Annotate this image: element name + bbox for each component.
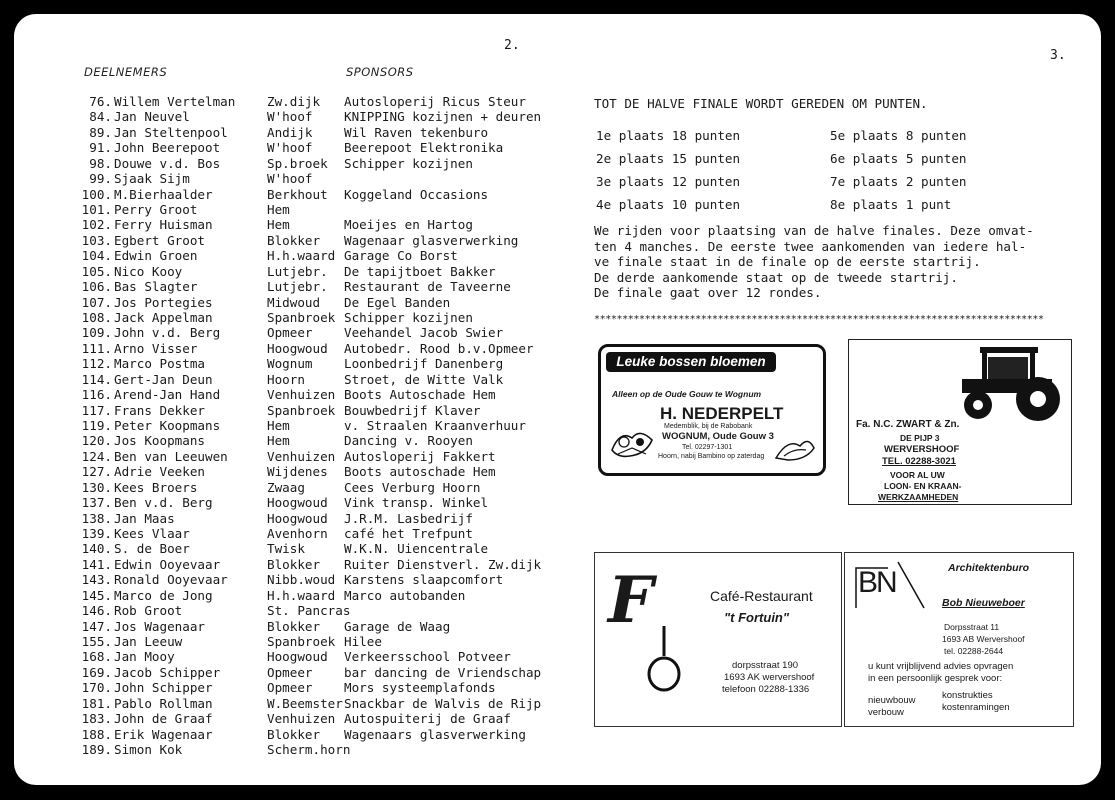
participant-place: Twisk <box>267 541 305 557</box>
points-row: 5e plaats 8 punten <box>830 128 967 143</box>
ad-fortuin-tel: telefoon 02288-1336 <box>722 684 810 695</box>
participant-sponsor: Moeijes en Hartog <box>344 217 473 233</box>
participant-name: Marco de Jong <box>114 587 213 603</box>
ad-architect-advice2: in een persoonlijk gesprek voor: <box>868 673 1003 684</box>
participant-name: Ronald Ooyevaar <box>114 572 228 588</box>
participant-sponsor: J.R.M. Lasbedrijf <box>344 510 473 526</box>
participant-number: 169. <box>81 664 112 680</box>
ad-architect-title: Architektenburo <box>948 562 1030 574</box>
participant-name: Arno Visser <box>114 340 198 356</box>
participants-header: DEELNEMERS <box>84 65 168 79</box>
participant-name: Jan Maas <box>114 510 175 526</box>
participant-number: 100. <box>81 186 112 202</box>
ad-nederpelt-tel: Tel. 02297-1301 <box>682 444 733 451</box>
ad-nederpelt <box>598 344 826 476</box>
participant-sponsor: Loonbedrijf Danenberg <box>344 356 504 372</box>
participant-number: 127. <box>81 464 112 480</box>
participant-name: Kees Broers <box>114 479 198 495</box>
participant-name: Bas Slagter <box>114 279 198 295</box>
participant-place: Hem <box>267 202 290 217</box>
ad-zwart <box>848 339 1072 505</box>
participant-place: Hoorn <box>267 371 305 387</box>
rules-line: De finale gaat over 12 rondes. <box>594 285 822 300</box>
participant-number: 143. <box>81 572 112 588</box>
participant-name: Marco Postma <box>114 356 205 372</box>
participant-sponsor: Karstens slaapcomfort <box>344 572 504 588</box>
participant-place: Blokker <box>267 618 321 634</box>
participant-place: W'hoof <box>267 109 313 125</box>
participant-sponsor: KNIPPING kozijnen + deuren <box>344 109 542 125</box>
ad-fortuin-street: dorpsstraat 190 <box>732 660 799 671</box>
participant-place: Venhuizen <box>267 711 336 727</box>
ad-zwart-l1: VOOR AL UW <box>890 470 945 480</box>
participant-place: Zw.dijk <box>267 94 321 109</box>
participant-name: Jan Steltenpool <box>114 124 228 140</box>
participant-number: 106. <box>81 279 112 295</box>
fortuin-logo: F <box>608 563 654 638</box>
participant-name: Peter Koopmans <box>114 418 221 434</box>
participant-number: 155. <box>81 634 112 650</box>
participant-number: 84. <box>89 109 112 125</box>
participant-name: John de Graaf <box>114 711 213 727</box>
participant-place: Opmeer <box>267 325 313 341</box>
participant-name: Jos Portegies <box>114 294 213 310</box>
participant-name: Jan Leeuw <box>114 634 183 650</box>
participant-number: 120. <box>81 433 112 449</box>
participant-sponsor: Snackbar de Walvis de Rijp <box>344 695 542 711</box>
points-row: 7e plaats 2 punten <box>830 174 967 189</box>
participant-name: Kees Vlaar <box>114 526 190 542</box>
ad-nederpelt-line1: Alleen op de Oude Gouw te Wognum <box>612 389 762 399</box>
participant-name: Douwe v.d. Bos <box>114 155 221 171</box>
participant-name: John v.d. Berg <box>114 325 221 341</box>
participant-place: Berkhout <box>267 186 328 202</box>
architect-logo: BN <box>858 566 896 599</box>
ad-nederpelt-sub2: WOGNUM, Oude Gouw 3 <box>662 431 774 442</box>
participant-sponsor: Schipper kozijnen <box>344 155 473 171</box>
participant-name: Jan Mooy <box>114 649 175 665</box>
participant-place: W'hoof <box>267 140 313 156</box>
participant-number: 111. <box>81 340 112 356</box>
participant-number: 141. <box>81 556 112 572</box>
participant-name: S. de Boer <box>114 541 190 557</box>
participant-place: Wognum <box>267 356 313 372</box>
ad-architect-advice1: u kunt vrijblijvend advies opvragen <box>868 661 1014 672</box>
participant-place: Sp.broek <box>267 155 328 171</box>
booklet-spread <box>14 14 1101 785</box>
participant-number: 183. <box>81 711 112 727</box>
ad-nederpelt-sub3: Hoorn, nabij Bambino op zaterdag <box>658 453 765 460</box>
participant-number: 101. <box>81 202 112 217</box>
ad-zwart-name: Fa. N.C. ZWART & Zn. <box>856 419 960 430</box>
participant-place: Hem <box>267 217 290 233</box>
participant-name: Adrie Veeken <box>114 464 205 480</box>
participant-sponsor: Koggeland Occasions <box>344 186 489 202</box>
participant-place: Lutjebr. <box>267 279 328 295</box>
participant-sponsor: Garage Co Borst <box>344 248 458 264</box>
points-row: 4e plaats 10 punten <box>596 197 741 212</box>
points-row: 2e plaats 15 punten <box>596 151 741 166</box>
participant-sponsor: Ruiter Dienstverl. Zw.dijk <box>344 556 542 572</box>
ad-zwart-tel: TEL. 02288-3021 <box>882 456 956 467</box>
participant-place: Scherm.horn <box>267 742 351 758</box>
participant-number: 145. <box>81 587 112 603</box>
participant-place: Hem <box>267 433 290 449</box>
ad-zwart-town: WERVERSHOOF <box>884 444 960 455</box>
participant-place: Hoogwoud <box>267 510 328 526</box>
participant-number: 99. <box>89 171 112 187</box>
participant-number: 114. <box>81 371 112 387</box>
flower-illustration <box>610 420 656 460</box>
participant-number: 189. <box>81 742 112 758</box>
participant-name: Jos Wagenaar <box>114 618 205 634</box>
page-number-left: 2. <box>504 38 520 53</box>
rules-line: ve finale staat in de finale op de eerste startrij. <box>594 254 981 269</box>
ad-nederpelt-name: H. NEDERPELT <box>660 404 784 423</box>
participant-name: Ben v.d. Berg <box>114 495 213 511</box>
points-row: 1e plaats 18 punten <box>596 128 741 143</box>
participant-sponsor: Beerepoot Elektronika <box>344 140 504 156</box>
participant-place: Hoogwoud <box>267 495 328 511</box>
key-ring-icon <box>644 626 684 696</box>
participant-place: Zwaag <box>267 479 305 495</box>
participant-number: 117. <box>81 402 112 418</box>
rules-title: TOT DE HALVE FINALE WORDT GEREDEN OM PUNTEN. <box>594 96 928 111</box>
participant-number: 103. <box>81 232 112 248</box>
ad-nederpelt-sub1: Medemblik, bij de Rabobank <box>664 423 753 430</box>
participant-number: 188. <box>81 726 112 742</box>
ad-zwart-street: DE PIJP 3 <box>900 433 940 443</box>
participant-number: 108. <box>81 310 112 326</box>
participant-name: Perry Groot <box>114 202 198 217</box>
ad-architect-tel: tel. 02288-2644 <box>944 646 1004 656</box>
star-separator: ******************************************************************************** <box>594 314 1044 325</box>
participant-number: 98. <box>89 155 112 171</box>
participant-number: 89. <box>89 124 112 140</box>
participant-name: Simon Kok <box>114 742 183 758</box>
ad-fortuin-name: "t Fortuin" <box>724 610 790 625</box>
participant-place: W.Beemster <box>267 695 343 711</box>
participant-number: 105. <box>81 263 112 279</box>
leaf-illustration <box>774 432 816 462</box>
participant-place: Blokker <box>267 232 321 248</box>
participant-sponsor: Vink transp. Winkel <box>344 495 489 511</box>
sponsors-header: SPONSORS <box>346 65 414 79</box>
participant-name: Pablo Rollman <box>114 695 213 711</box>
ad-architect-name: Bob Nieuweboer <box>942 597 1025 609</box>
ad-zwart-l3: WERKZAAMHEDEN <box>878 492 959 502</box>
participant-place: Hem <box>267 418 290 434</box>
participant-place: Midwoud <box>267 294 321 310</box>
participant-place: Venhuizen <box>267 387 336 403</box>
participant-sponsor: Verkeersschool Potveer <box>344 649 511 665</box>
ad-architect-col2b: kostenramingen <box>942 702 1010 713</box>
ad-architect-col1b: verbouw <box>868 707 904 718</box>
participant-number: 124. <box>81 448 112 464</box>
participant-number: 104. <box>81 248 112 264</box>
participant-sponsor: Bouwbedrijf Klaver <box>344 402 481 418</box>
participant-number: 181. <box>81 695 112 711</box>
participant-sponsor: bar dancing de Vriendschap <box>344 664 542 680</box>
rules-line: We rijden voor plaatsing van de halve finales. Deze omvat- <box>594 223 1034 238</box>
participant-sponsor: Garage de Waag <box>344 618 451 634</box>
participant-place: St. Pancras <box>267 603 351 619</box>
participant-name: Ben van Leeuwen <box>114 448 228 464</box>
participant-place: W'hoof <box>267 171 313 187</box>
participant-name: Jan Neuvel <box>114 109 190 125</box>
ad-fortuin-town: 1693 AK wervershoof <box>724 672 815 683</box>
participant-place: Spanbroek <box>267 402 336 418</box>
participant-number: 102. <box>81 217 112 233</box>
participant-number: 146. <box>81 603 112 619</box>
participant-place: H.h.waard <box>267 248 336 264</box>
participant-place: Spanbroek <box>267 310 336 326</box>
ad-architect-street: Dorpsstraat 11 <box>944 622 1000 632</box>
participant-place: Opmeer <box>267 664 313 680</box>
participant-sponsor: Wagenaar glasverwerking <box>344 232 519 248</box>
participant-number: 130. <box>81 479 112 495</box>
participant-place: Venhuizen <box>267 448 336 464</box>
participant-number: 119. <box>81 418 112 434</box>
ad-nederpelt-banner: Leuke bossen bloemen <box>606 352 776 372</box>
participant-name: Jack Appelman <box>114 310 213 326</box>
participant-sponsor: Cees Verburg Hoorn <box>344 479 481 495</box>
participant-name: Frans Dekker <box>114 402 205 418</box>
ad-zwart-l2: LOON- EN KRAAN- <box>884 481 962 491</box>
ad-fortuin-title: Café-Restaurant <box>710 588 813 604</box>
participant-sponsor: Boots autoschade Hem <box>344 464 496 480</box>
ad-fortuin <box>594 552 842 727</box>
participant-name: Sjaak Sijm <box>114 171 190 187</box>
participant-number: 138. <box>81 510 112 526</box>
participant-sponsor: Autosloperij Ricus Steur <box>344 94 526 109</box>
participant-sponsor: W.K.N. Uiencentrale <box>344 541 489 557</box>
participant-place: Lutjebr. <box>267 263 328 279</box>
participant-sponsor: Marco autobanden <box>344 587 466 603</box>
participant-name: Arend-Jan Hand <box>114 387 221 403</box>
participant-place: Opmeer <box>267 680 313 696</box>
participant-place: Spanbroek <box>267 634 336 650</box>
participant-place: Andijk <box>267 124 313 140</box>
participant-place: Avenhorn <box>267 526 328 542</box>
participant-place: Blokker <box>267 726 321 742</box>
participant-sponsor: Veehandel Jacob Swier <box>344 325 504 341</box>
participant-place: Blokker <box>267 556 321 572</box>
participant-sponsor: Wagenaars glasverwerking <box>344 726 526 742</box>
participant-place: Hoogwoud <box>267 340 328 356</box>
architect-logo-frame <box>854 558 934 614</box>
ad-architect-col1a: nieuwbouw <box>868 695 916 706</box>
participant-sponsor: Dancing v. Rooyen <box>344 433 473 449</box>
rules-line: ten 4 manches. De eerste twee aankomenden van iedere hal- <box>594 238 1027 254</box>
participant-name: Jos Koopmans <box>114 433 205 449</box>
points-row: 6e plaats 5 punten <box>830 151 967 166</box>
rules-paragraph <box>594 223 1064 301</box>
participant-name: Rob Groot <box>114 603 183 619</box>
points-row: 8e plaats 1 punt <box>830 197 952 212</box>
participant-place: Wijdenes <box>267 464 328 480</box>
participant-sponsor: Hilee <box>344 634 382 650</box>
participant-place: H.h.waard <box>267 587 336 603</box>
participant-name: Nico Kooy <box>114 263 183 279</box>
participant-sponsor: Stroet, de Witte Valk <box>344 371 504 387</box>
participant-name: Gert-Jan Deun <box>114 371 213 387</box>
participant-sponsor: Mors systeemplafonds <box>344 680 496 696</box>
participant-sponsor: café het Trefpunt <box>344 526 473 542</box>
participant-sponsor: Restaurant de Taveerne <box>344 279 511 295</box>
participant-name: John Beerepoot <box>114 140 221 156</box>
participant-name: Edwin Ooyevaar <box>114 556 221 572</box>
participant-name: Erik Wagenaar <box>114 726 213 742</box>
participant-sponsor: Autobedr. Rood b.v.Opmeer <box>344 340 534 356</box>
participant-sponsor: Autosloperij Fakkert <box>344 448 496 464</box>
participant-number: 147. <box>81 618 112 634</box>
ad-architect-col2a: konstrukties <box>942 690 993 701</box>
participant-name: Ferry Huisman <box>114 217 213 233</box>
participant-number: 76. <box>89 94 112 109</box>
participant-number: 168. <box>81 649 112 665</box>
participant-name: M.Bierhaalder <box>114 186 213 202</box>
participant-number: 170. <box>81 680 112 696</box>
participant-number: 140. <box>81 541 112 557</box>
participant-name: Egbert Groot <box>114 232 205 248</box>
participant-number: 116. <box>81 387 112 403</box>
participant-name: Edwin Groen <box>114 248 198 264</box>
participant-sponsor: De tapijtboet Bakker <box>344 263 496 279</box>
participant-name: Willem Vertelman <box>114 94 236 109</box>
participant-number: 109. <box>81 325 112 341</box>
participant-sponsor: Boots Autoschade Hem <box>344 387 496 403</box>
participant-number: 139. <box>81 526 112 542</box>
participant-place: Nibb.woud <box>267 572 336 588</box>
ad-architect <box>844 552 1074 727</box>
participant-number: 137. <box>81 495 112 511</box>
participant-number: 107. <box>81 294 112 310</box>
participant-sponsor: De Egel Banden <box>344 294 451 310</box>
tractor-icon <box>958 343 1068 423</box>
participant-place: Hoogwoud <box>267 649 328 665</box>
participant-name: Jacob Schipper <box>114 664 221 680</box>
participant-number: 91. <box>89 140 112 156</box>
participant-sponsor: Schipper kozijnen <box>344 310 473 326</box>
ad-architect-town: 1693 AB Wervershoof <box>942 634 1025 644</box>
participant-number: 112. <box>81 356 112 372</box>
page-number-right: 3. <box>1050 48 1066 63</box>
participant-sponsor: Autospuiterij de Graaf <box>344 711 511 727</box>
points-row: 3e plaats 12 punten <box>596 174 741 189</box>
participant-sponsor: v. Straalen Kraanverhuur <box>344 418 526 434</box>
participant-sponsor: Wil Raven tekenburo <box>344 124 489 140</box>
rules-line: De derde aankomende staat op de tweede startrij. <box>594 269 958 285</box>
participant-name: John Schipper <box>114 680 213 696</box>
